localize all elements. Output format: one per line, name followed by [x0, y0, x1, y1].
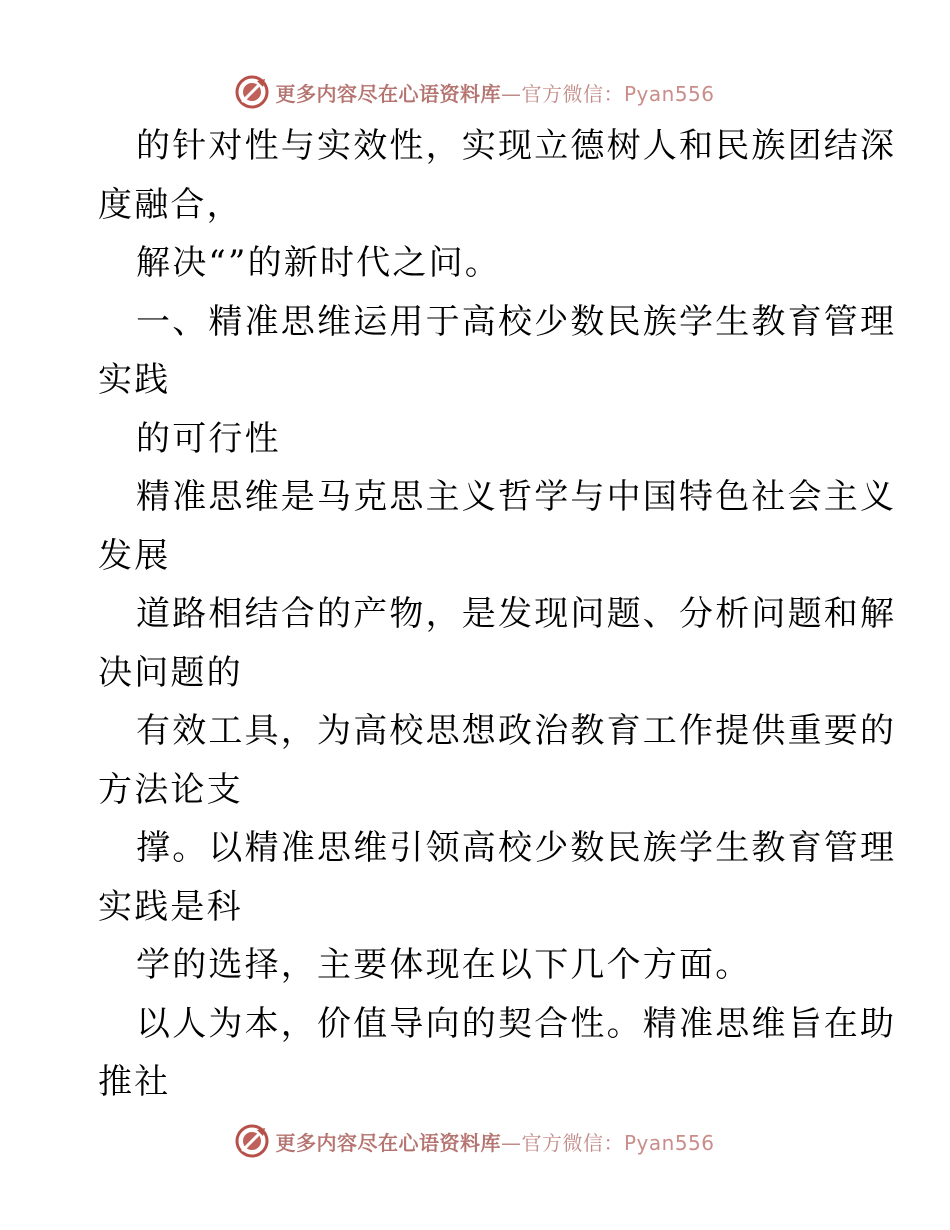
text-line: 以人为本，价值导向的契合性。精准思维旨在助 — [136, 1003, 897, 1044]
text-line: 实践是科 — [98, 886, 243, 927]
footer-banner-sep: — — [500, 1130, 522, 1155]
header-banner — [0, 72, 950, 112]
footer-banner-text — [275, 1127, 714, 1156]
footer-banner-label: 官方微信： — [521, 1130, 624, 1155]
section-heading-line: 实践 — [98, 360, 171, 400]
section-heading-line: 的可行性 — [136, 418, 281, 459]
text-line: 撑。以精准思维引领高校少数民族学生教育管理 — [136, 828, 897, 868]
text-line: 学的选择，主要体现在以下几个方面。 — [136, 945, 752, 985]
header-banner-text — [275, 78, 714, 107]
footer-banner-id: Pyan556 — [623, 1130, 715, 1155]
text-line: 度融合， — [98, 184, 243, 225]
footer-banner — [0, 1121, 950, 1161]
header-banner-id: Pyan556 — [623, 81, 715, 106]
document-body — [98, 117, 897, 1112]
text-line: 方法论支 — [98, 769, 243, 810]
pen-logo-icon — [235, 75, 269, 109]
text-line: 决问题的 — [98, 652, 243, 693]
text-line: 解决“”的新时代之问。 — [136, 243, 501, 283]
text-line: 有效工具，为高校思想政治教育工作提供重要的 — [136, 711, 897, 751]
pen-logo-icon — [235, 1124, 269, 1158]
header-banner-label: 官方微信： — [521, 81, 624, 106]
text-line: 精准思维是马克思主义哲学与中国特色社会主义 — [136, 477, 897, 517]
text-line: 道路相结合的产物，是发现问题、分析问题和解 — [136, 594, 897, 634]
header-banner-main: 更多内容尽在心语资料库 — [275, 81, 501, 106]
section-heading-line: 一、精准思维运用于高校少数民族学生教育管理 — [136, 301, 897, 342]
text-line: 发展 — [98, 535, 171, 576]
text-line: 推社 — [98, 1062, 171, 1102]
footer-banner-main: 更多内容尽在心语资料库 — [275, 1130, 501, 1155]
header-banner-sep: — — [500, 81, 522, 106]
text-line: 的针对性与实效性，实现立德树人和民族团结深 — [136, 126, 897, 166]
